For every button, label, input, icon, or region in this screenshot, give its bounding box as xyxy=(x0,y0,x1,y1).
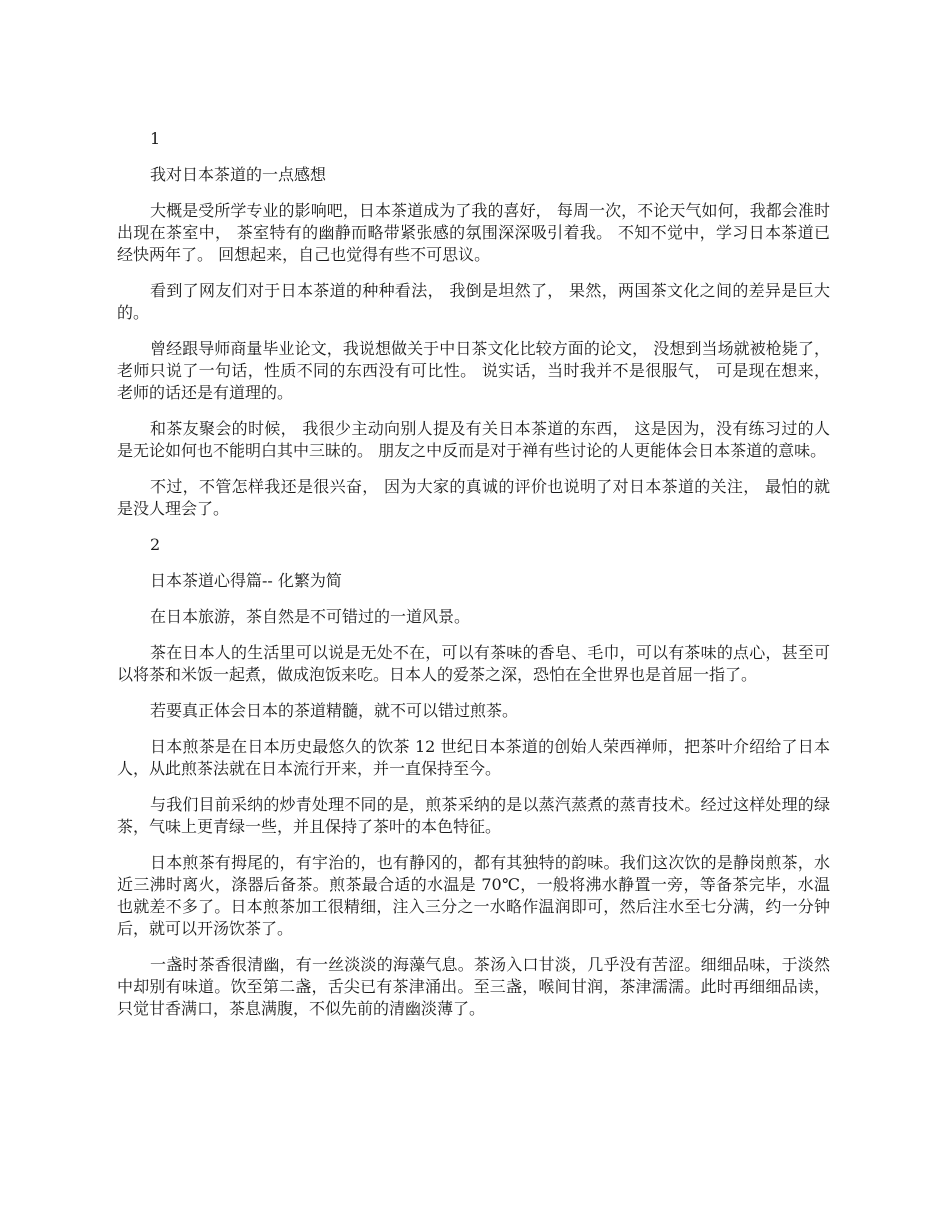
paragraph: 若要真正体会日本的茶道精髓，就不可以错过煎茶。 xyxy=(150,701,519,720)
section-title: 我对日本茶道的一点感想 xyxy=(150,165,327,184)
section-number: 2 xyxy=(150,535,161,554)
paragraph: 不过，不管怎样我还是很兴奋， 因为大家的真诚的评价也说明了对日本茶道的关注， 最怕的就是没人理会了。 xyxy=(117,477,830,518)
paragraph: 与我们目前采纳的炒青处理不同的是，煎茶采纳的是以蒸汽蒸煮的蒸青技术。经过这样处理的绿茶，气味上更青绿一些，并且保持了茶叶的本色特征。 xyxy=(117,795,830,836)
paragraph: 日本煎茶有拇尾的，有宇治的，也有静冈的，都有其独特的韵味。我们这次饮的是静岗煎茶，水近三沸时离火，涤器后备茶。煎茶最合适的水温是 70℃，一般将沸水静置一旁，等备茶完毕，水温也就差不多了。日本煎茶加工很精细，注入三分之一水略作温润即可，然后注水至七分满，约一分钟后，就可以开汤饮茶了。 xyxy=(117,853,830,938)
paragraph: 和茶友聚会的时候， 我很少主动向别人提及有关日本茶道的东西， 这是因为，没有练习过的人是无论如何也不能明白其中三昧的。 朋友之中反而是对于禅有些讨论的人更能体会日本茶道的意味。 xyxy=(117,419,830,460)
paragraph: 在日本旅游，茶自然是不可错过的一道风景。 xyxy=(150,607,471,626)
paragraph: 看到了网友们对于日本茶道的种种看法， 我倒是坦然了， 果然，两国茶文化之间的差异是巨大的。 xyxy=(117,281,830,322)
paragraph: 大概是受所学专业的影响吧，日本茶道成为了我的喜好， 每周一次，不论天气如何，我都会准时出现在茶室中， 茶室特有的幽静而略带紧张感的氛围深深吸引着我。 不知不觉中，学习日本茶道已经快两年了。 回想起来，自己也觉得有些不可思议。 xyxy=(117,201,830,264)
document-body xyxy=(117,128,830,1034)
paragraph: 曾经跟导师商量毕业论文，我说想做关于中日茶文化比较方面的论文， 没想到当场就被枪毙了， 老师只说了一句话，性质不同的东西没有可比性。 说实话，当时我并不是很服气， 可是现在想来，老师的话还是有道理的。 xyxy=(117,339,830,402)
section-number: 1 xyxy=(150,129,161,148)
paragraph: 茶在日本人的生活里可以说是无处不在，可以有茶味的香皂、毛巾，可以有茶味的点心，甚至可以将茶和米饭一起煮，做成泡饭来吃。日本人的爱茶之深，恐怕在全世界也是首屈一指了。 xyxy=(117,643,830,684)
paragraph: 一盏时茶香很清幽，有一丝淡淡的海藻气息。茶汤入口甘淡，几乎没有苦涩。细细品味，于淡然中却别有味道。饮至第二盏，舌尖已有茶津涌出。至三盏，喉间甘润，茶津濡濡。此时再细细品读，只觉甘香满口，茶息满腹，不似先前的清幽淡薄了。 xyxy=(117,955,830,1018)
section-title: 日本茶道心得篇-- 化繁为简 xyxy=(150,571,342,590)
paragraph: 日本煎茶是在日本历史最悠久的饮茶 12 世纪日本茶道的创始人荣西禅师，把茶叶介绍给了日本人，从此煎茶法就在日本流行开来，并一直保持至今。 xyxy=(117,737,830,778)
